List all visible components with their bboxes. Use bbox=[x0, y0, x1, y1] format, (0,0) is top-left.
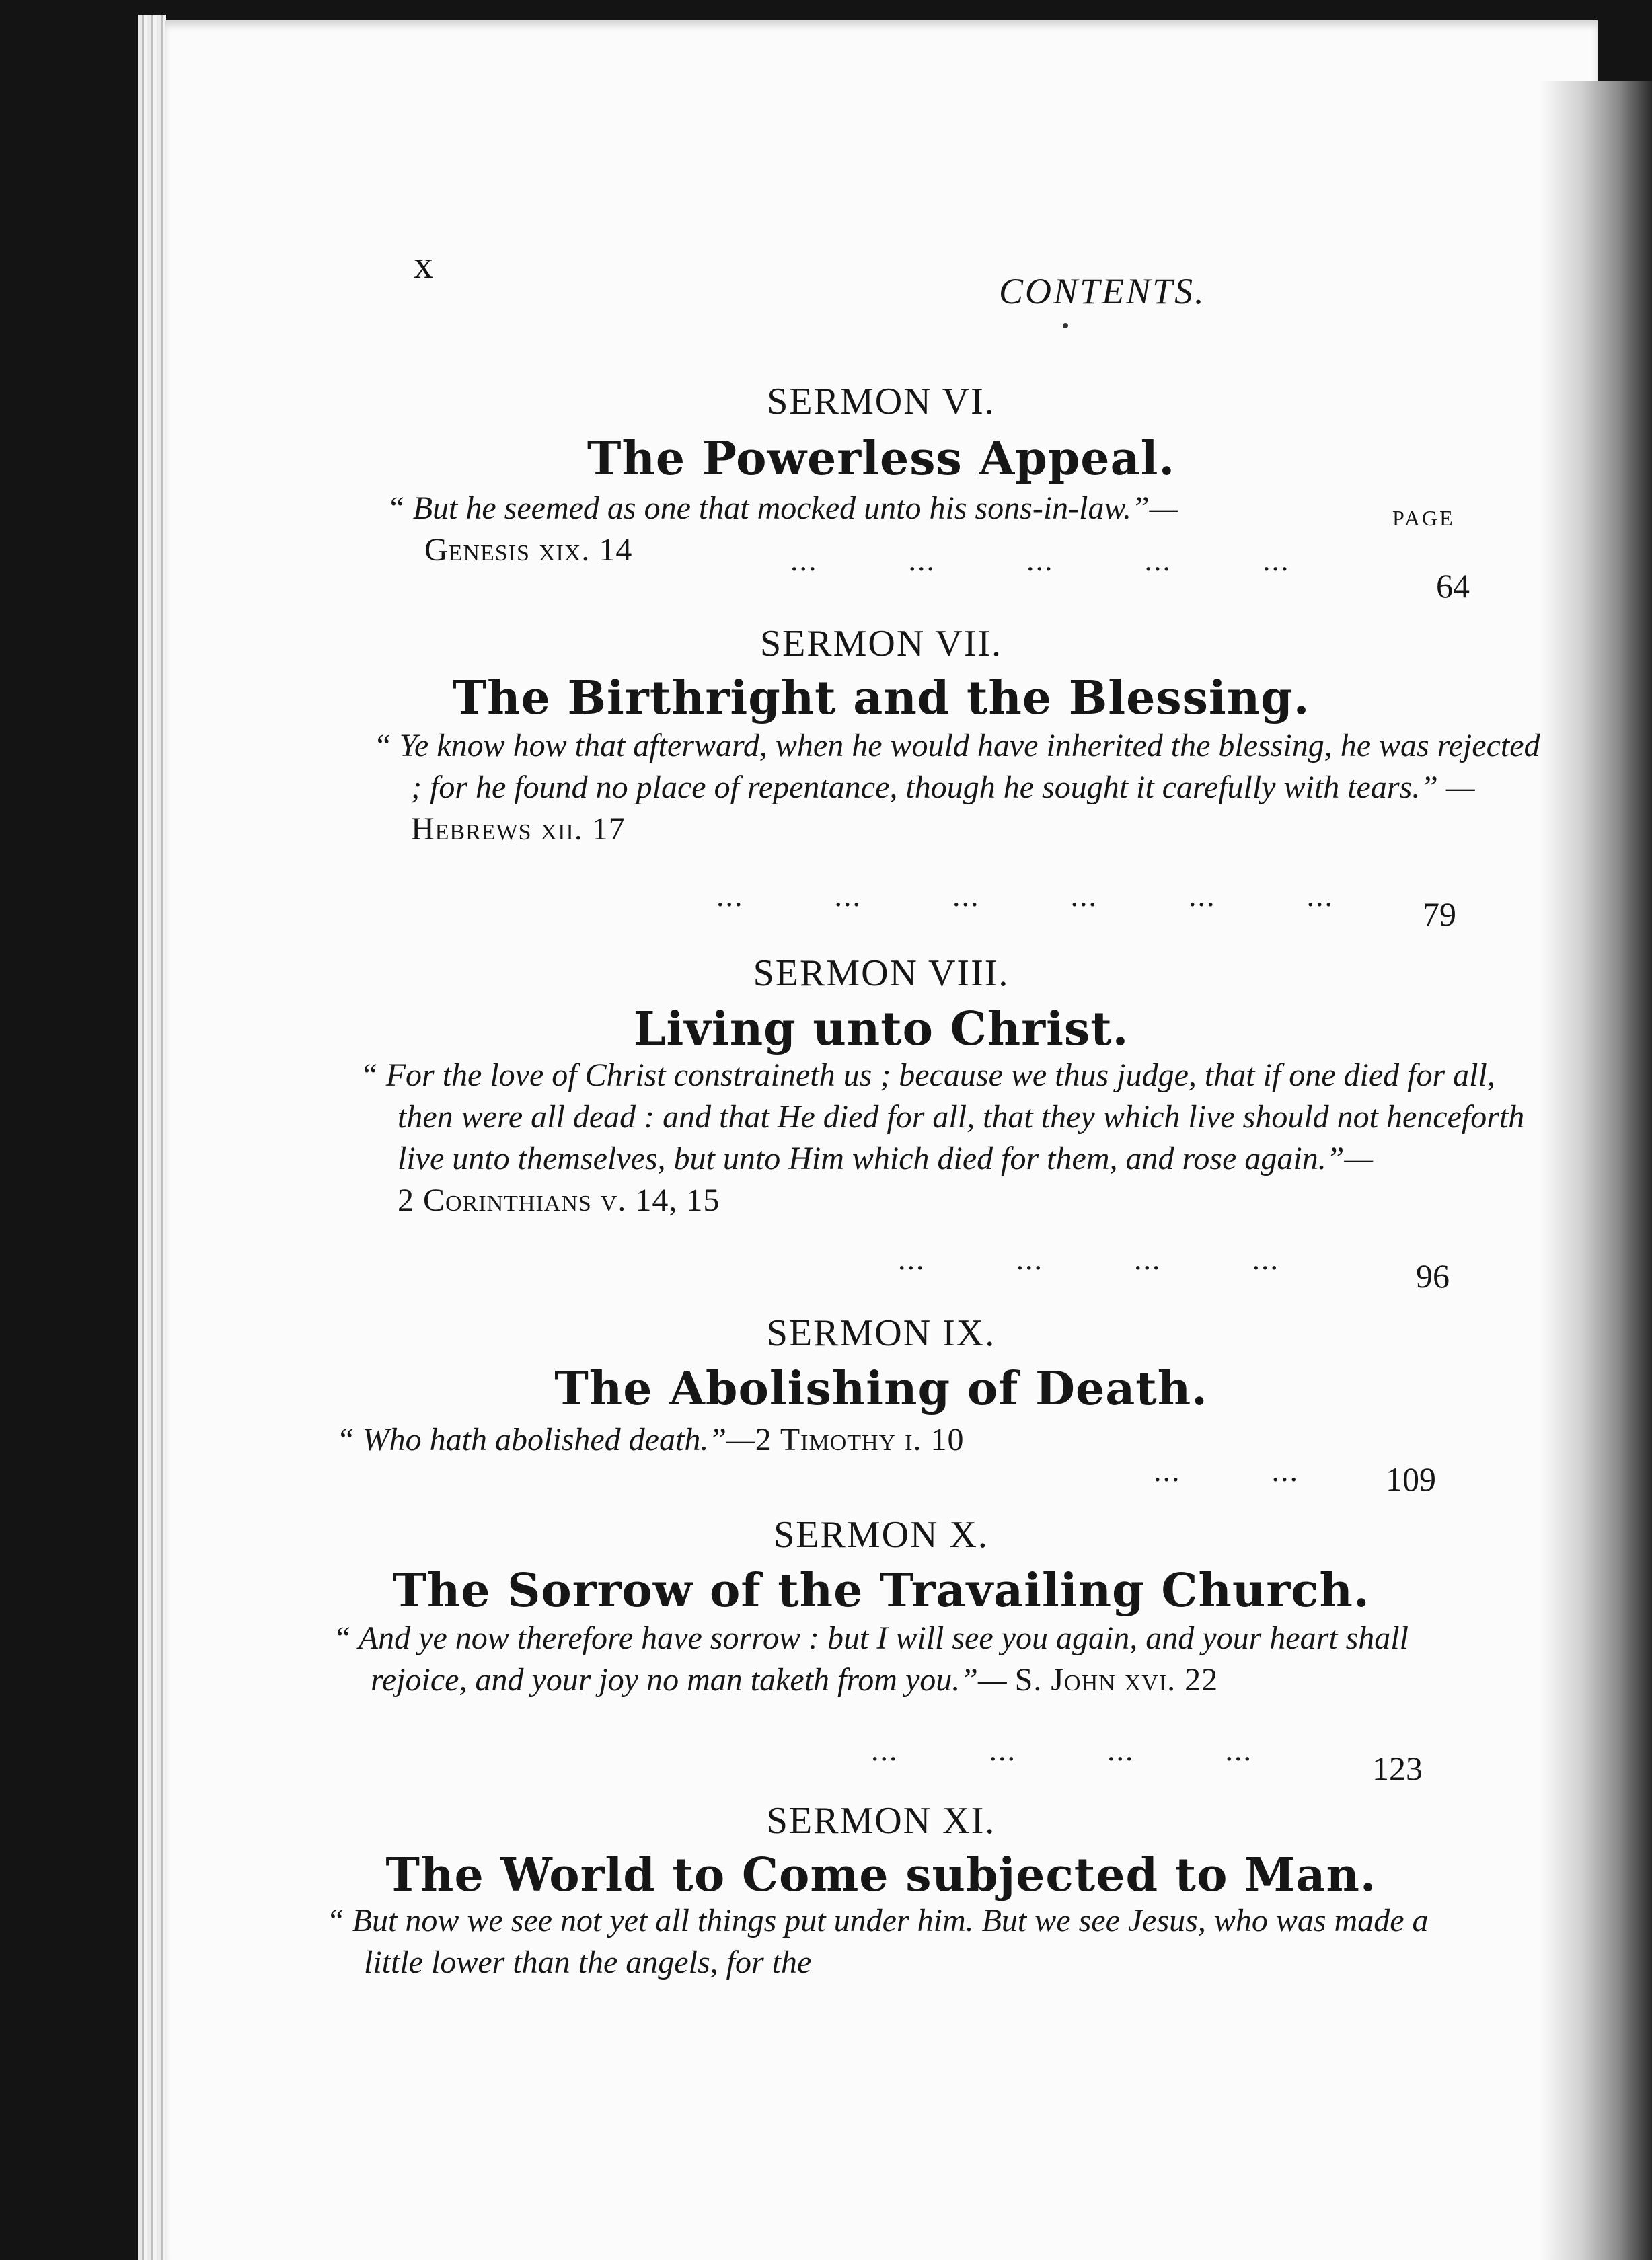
page-edge-left bbox=[138, 15, 166, 2260]
scripture-reference: S. John xvi. 22 bbox=[1014, 1662, 1219, 1698]
sermon-entry bbox=[333, 1618, 1501, 1701]
sermon-label: SERMON VI. bbox=[767, 381, 996, 422]
dot-leaders: ... ... ... ... ... bbox=[790, 543, 1290, 577]
scripture-reference: 2 Corinthians v. 14, 15 bbox=[398, 1182, 720, 1218]
page-column-label: PAGE bbox=[1392, 506, 1455, 530]
sermon-label: SERMON XI. bbox=[766, 1800, 996, 1842]
page-folio: x bbox=[414, 243, 433, 287]
sermon-label: SERMON VII. bbox=[759, 623, 1003, 665]
scripture-reference: 2 Timothy i. 10 bbox=[755, 1422, 965, 1458]
sermon-text: “ But now we see not yet all things put under him. But we see Jesus, who was made a little lower than the angels, for the bbox=[326, 1903, 1429, 1980]
sermon-title: The Abolishing of Death. bbox=[554, 1362, 1208, 1416]
running-title: CONTENTS. bbox=[999, 271, 1206, 311]
page-gutter-shadow bbox=[1540, 81, 1652, 2260]
sermon-title: The Birthright and the Blessing. bbox=[452, 671, 1310, 725]
sermon-title: The World to Come subjected to Man. bbox=[385, 1848, 1377, 1902]
sermon-text: “ Who hath abolished death.”— bbox=[336, 1422, 755, 1458]
sermon-text: “ For the love of Christ constraineth us ; because we thus judge, that if one died for all, then were all dead : and that He died for all, that they which live should not henceforth live unto themselves, but unto Him which died for them, and rose again.”— bbox=[360, 1057, 1525, 1176]
sermon-label: SERMON IX. bbox=[766, 1312, 996, 1354]
book-page bbox=[165, 20, 1598, 2260]
sermon-text: “ Ye know how that afterward, when he would have inherited the blessing, he was rejected ; for he found no place of repentance, though he sought it carefully with tears.” — bbox=[373, 728, 1540, 805]
sermon-entry bbox=[360, 1055, 1541, 1221]
page-number: 64 bbox=[1436, 567, 1470, 605]
sermon-text: “ And ye now therefore have sorrow : but I will see you again, and your heart shall rejoice, and your joy no man taketh from you.”— bbox=[333, 1620, 1409, 1698]
dot-leaders: ... ... bbox=[1154, 1454, 1299, 1488]
scripture-reference: Hebrews xii. 17 bbox=[411, 811, 626, 847]
sermon-label: SERMON X. bbox=[774, 1514, 989, 1556]
scripture-reference: Genesis xix. 14 bbox=[424, 532, 633, 568]
dot-leaders: ... ... ... ... bbox=[871, 1733, 1252, 1767]
page-number: 123 bbox=[1372, 1749, 1423, 1787]
speck bbox=[1063, 323, 1068, 328]
page-number: 109 bbox=[1386, 1460, 1436, 1498]
page-number: 79 bbox=[1423, 895, 1456, 933]
page-number: 96 bbox=[1416, 1257, 1450, 1295]
dot-leaders: ... ... ... ... ... ... bbox=[716, 878, 1334, 913]
sermon-entry bbox=[326, 1900, 1494, 1984]
sermon-title: The Sorrow of the Travailing Church. bbox=[392, 1564, 1370, 1618]
sermon-text: “ But he seemed as one that mocked unto his sons-in-law.”— bbox=[387, 490, 1178, 526]
sermon-label: SERMON VIII. bbox=[753, 952, 1010, 994]
dot-leaders: ... ... ... ... bbox=[898, 1242, 1279, 1276]
sermon-title: Living unto Christ. bbox=[633, 1002, 1129, 1056]
sermon-title: The Powerless Appeal. bbox=[587, 432, 1176, 486]
sermon-entry bbox=[373, 725, 1541, 850]
